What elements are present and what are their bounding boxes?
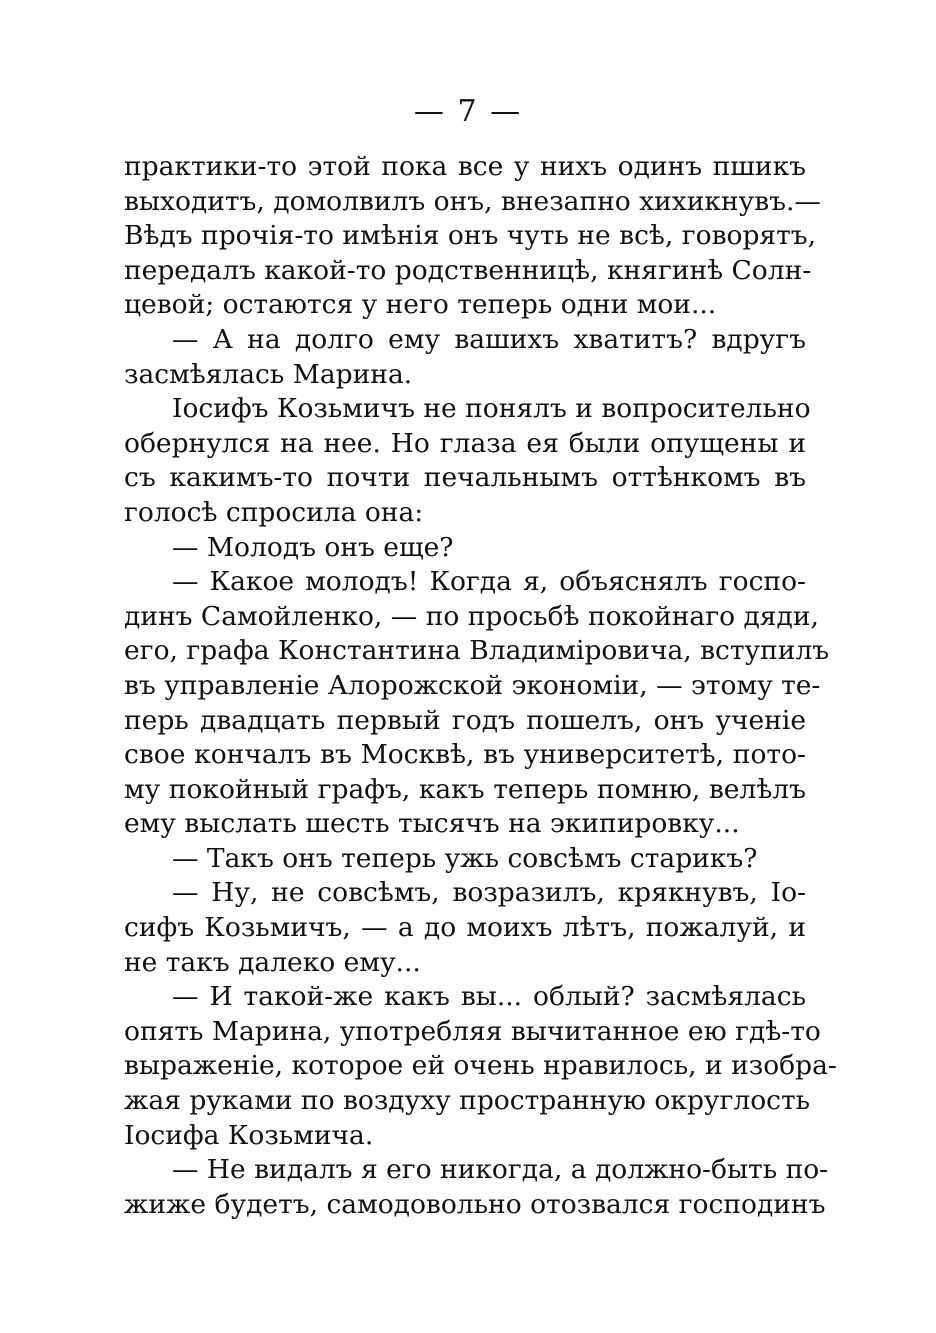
- text-line: Іосифа Козьмича.: [124, 1119, 374, 1151]
- text-line: голосѣ спросила она:: [124, 496, 424, 528]
- text-line: — И такой-же какъ вы... облый? засмѣялась: [172, 981, 806, 1013]
- text-line: цевой; остаются у него теперь одни мои...: [124, 289, 717, 321]
- text-line: Іосифъ Козьмичъ не понялъ и вопросительно: [172, 393, 811, 425]
- text-line: засмѣялась Марина.: [124, 358, 413, 390]
- text-line: динъ Самойленко, — по просьбѣ покойнаго дяди,: [124, 600, 819, 632]
- text-line: — Ну, не совсѣмъ, возразилъ, крякнувъ, Іо-: [172, 877, 806, 909]
- text-line: — Молодъ онъ еще?: [172, 531, 454, 563]
- body-text: [124, 150, 837, 1222]
- text-line: выраженіе, которое ей очень нравилось, и изобра-: [124, 1050, 837, 1082]
- text-line: му покойный графъ, какъ теперь помню, велѣлъ: [124, 773, 806, 805]
- text-line: жая руками по воздуху пространную округлость: [124, 1085, 811, 1117]
- text-line: его, графа Константина Владиміровича, вступилъ: [124, 635, 830, 667]
- text-line: сифъ Козьмичъ, — а до моихъ лѣтъ, пожалуй, и: [124, 912, 806, 944]
- text-line: въ управленіе Алорожской экономіи, — этому те-: [124, 669, 821, 701]
- text-line: — Не видалъ я его никогда, а должно-быть по-: [172, 1154, 829, 1186]
- text-line: Вѣдъ прочія-то имѣнія онъ чуть не всѣ, говорятъ,: [124, 220, 817, 252]
- page-number: — 7 —: [413, 94, 523, 129]
- text-line: свое кончалъ въ Москвѣ, въ университетѣ, пото-: [124, 739, 806, 771]
- text-line: — Такъ онъ теперь ужь совсѣмъ старикъ?: [172, 842, 758, 874]
- text-line: жиже будетъ, самодовольно отозвался господинъ: [124, 1188, 826, 1220]
- text-line: опять Марина, употребляя вычитанное ею гдѣ-то: [124, 1015, 821, 1047]
- text-line: — А на долго ему вашихъ хватитъ? вдругъ: [172, 323, 806, 355]
- text-line: съ какимъ-то почти печальнымъ оттѣнкомъ въ: [124, 462, 806, 494]
- text-line: перь двадцать первый годъ пошелъ, онъ ученіе: [124, 704, 806, 736]
- text-line: не такъ далеко ему...: [124, 946, 421, 978]
- text-line: выходитъ, домолвилъ онъ, внезапно хихикнувъ.—: [124, 185, 821, 217]
- text-line: передалъ какой-то родственницѣ, княгинѣ Солн-: [124, 254, 812, 286]
- text-line: практики-то этой пока все у нихъ одинъ пшикъ: [124, 151, 806, 182]
- text-line: — Какое молодъ! Когда я, объяснялъ госпо-: [172, 566, 806, 598]
- text-line: ему выслать шесть тысячъ на экипировку...: [124, 808, 740, 840]
- text-line: обернулся на нее. Но глаза ея были опущены и: [124, 427, 806, 459]
